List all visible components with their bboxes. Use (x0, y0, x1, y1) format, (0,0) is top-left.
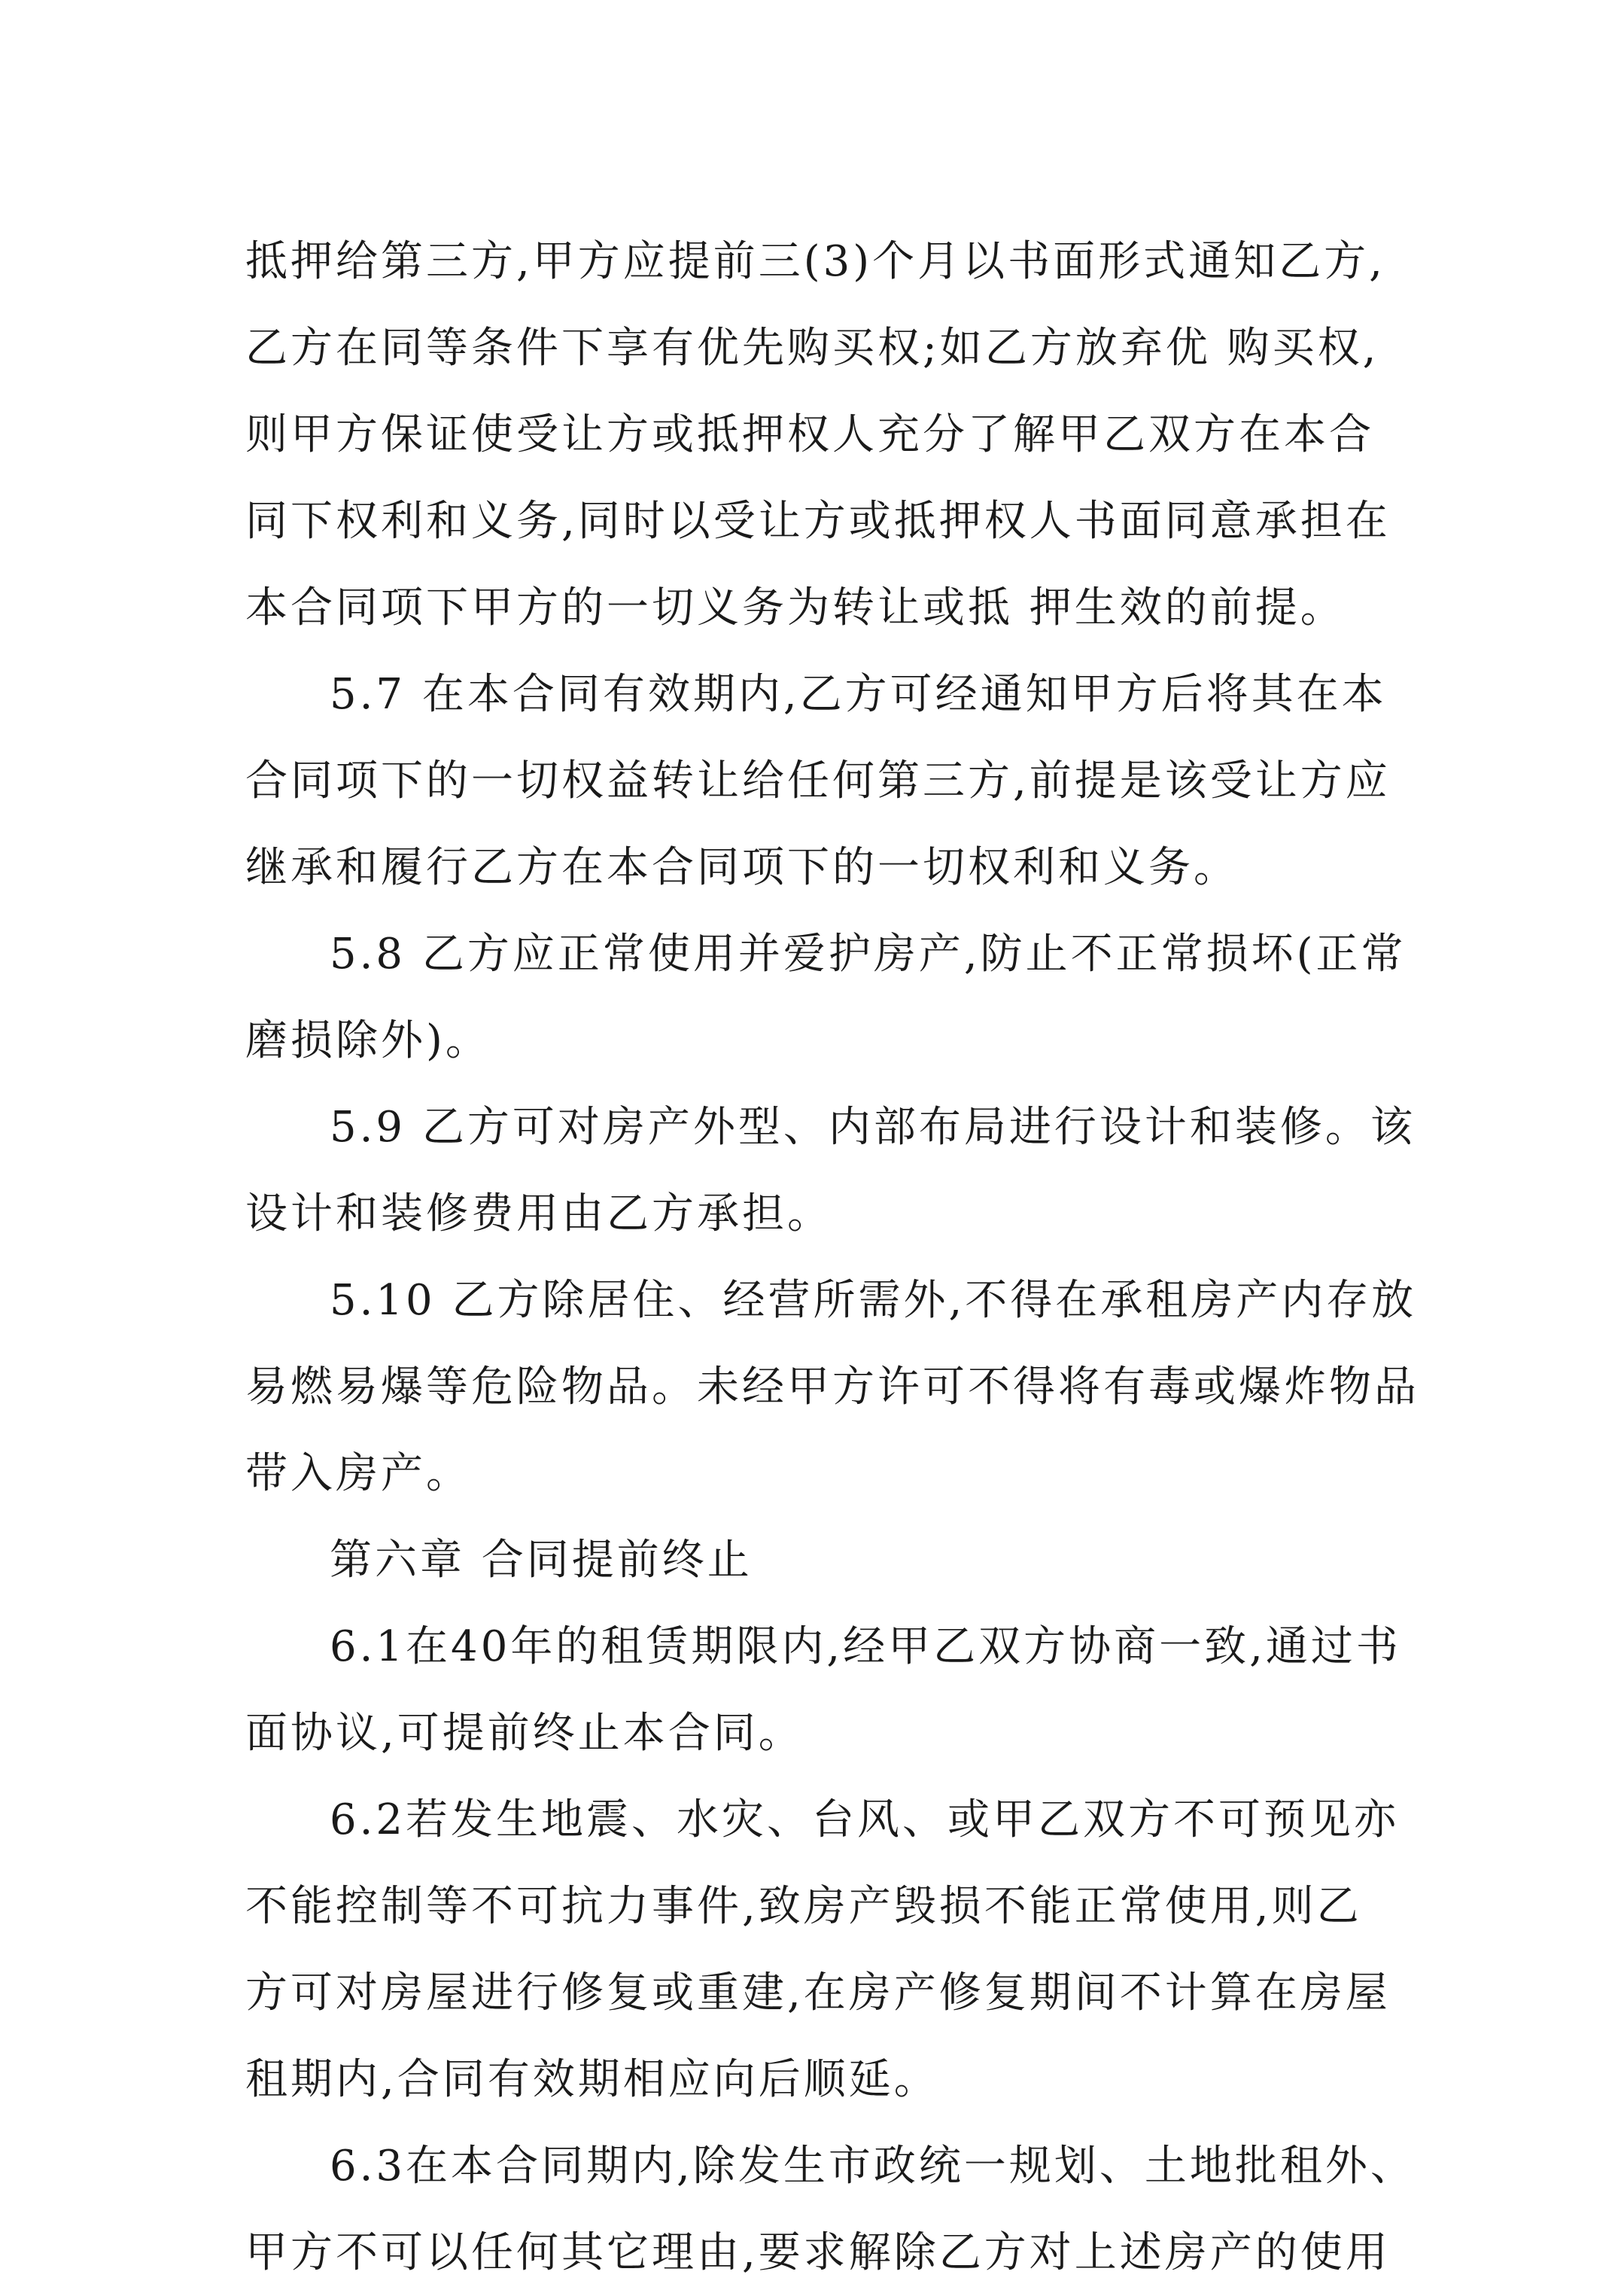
text-line: 合同项下的一切权益转让给任何第三方,前提是该受让方应 (245, 757, 1391, 805)
text-line: 抵押给第三方,甲方应提前三(3)个月以书面形式通知乙方, (245, 237, 1385, 286)
paragraph-clause-5-9 (245, 1084, 1416, 1257)
paragraph-clause-6-1 (245, 1603, 1401, 1777)
text-line: 5.7 在本合同有效期内,乙方可经通知甲方后将其在本 (330, 670, 1387, 719)
text-line: 易燃易爆等危险物品。未经甲方许可不得将有毒或爆炸物品 (245, 1363, 1419, 1411)
text-line: 乙方在同等条件下享有优先购买权;如乙方放弃优 购买权, (245, 324, 1379, 373)
text-line: 带入房产。 (245, 1449, 471, 1498)
paragraph-clause-5-8 (245, 911, 1407, 1084)
text-line: 面协议,可提前终止本合同。 (245, 1709, 804, 1758)
text-line: 设计和装修费用由乙方承担。 (245, 1189, 832, 1238)
paragraph-clause-6-2 (245, 1777, 1400, 2123)
paragraph-clause-5-7 (245, 651, 1391, 911)
text-line: 5.9 乙方可对房产外型、内部布局进行设计和装修。该 (330, 1103, 1416, 1152)
text-line: 继承和履行乙方在本合同项下的一切权利和义务。 (245, 843, 1239, 892)
paragraph-clause-6-3 (245, 2123, 1416, 2296)
chapter-title: 第六章 合同提前终止 (330, 1536, 753, 1585)
document-body (245, 218, 1419, 2296)
text-line: 同下权利和义务,同时以受让方或抵押权人书面同意承担在 (245, 497, 1391, 546)
paragraph-continuation (245, 218, 1391, 651)
text-line: 6.1在40年的租赁期限内,经甲乙双方协商一致,通过书 (330, 1622, 1401, 1671)
text-line: 6.3在本合同期内,除发生市政统一规划、土地批租外、 (330, 2142, 1416, 2191)
text-line: 甲方不可以任何其它理由,要求解除乙方对上述房产的使用 (245, 2228, 1391, 2277)
text-line: 5.8 乙方应正常使用并爱护房产,防止不正常损坏(正常 (330, 930, 1407, 979)
text-line: 租期内,合同有效期相应向后顺延。 (245, 2055, 939, 2104)
chapter-heading (245, 1517, 1374, 1603)
text-line: 则甲方保证使受让方或抵押权人充分了解甲乙双方在本合 (245, 410, 1374, 459)
text-line: 6.2若发生地震、水灾、台风、或甲乙双方不可预见亦 (330, 1795, 1400, 1844)
text-line: 方可对房屋进行修复或重建,在房产修复期间不计算在房屋 (245, 1969, 1391, 2017)
text-line: 5.10 乙方除居住、经营所需外,不得在承租房产内存放 (330, 1276, 1417, 1325)
text-line: 不能控制等不可抗力事件,致房产毁损不能正常使用,则乙 (245, 1882, 1362, 1931)
paragraph-clause-5-10 (245, 1257, 1419, 1517)
text-line: 磨损除外)。 (245, 1016, 491, 1065)
text-line: 本合同项下甲方的一切义务为转让或抵 押生效的前提。 (245, 583, 1346, 632)
